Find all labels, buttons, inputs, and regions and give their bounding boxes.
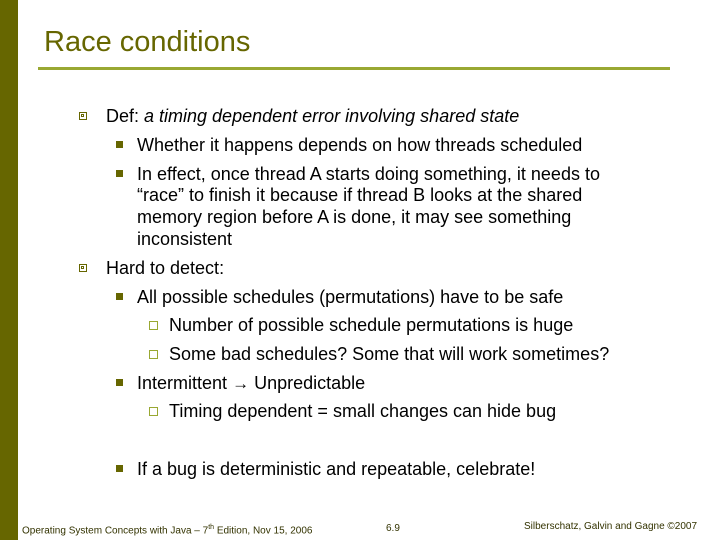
slide-title: Race conditions [44,26,251,58]
bullet-small-hollow-icon [149,321,158,330]
sub-bullet-race-line3: memory region before A is done, it may see something [137,207,572,227]
footer-book-text-a: Operating System Concepts with Java – 7 [22,525,209,537]
bullet-filled-square-icon [116,293,123,300]
bullet-hard-to-detect: Hard to detect: [106,258,225,278]
bullet-small-hollow-icon [149,407,158,416]
sub-bullet-scheduling: Whether it happens depends on how threads scheduled [137,135,583,155]
footer-sup: th [208,524,215,531]
sub-sub-bullet-bad-schedules: Some bad schedules? Some that will work sometimes? [169,344,610,364]
footer-book-title [22,524,312,536]
sub-sub-bullet-timing: Timing dependent = small changes can hide bug [169,401,557,421]
sub-bullet-intermittent [137,372,365,395]
footer-page-number: 6.9 [386,523,400,534]
intermittent-text: Intermittent [137,373,228,393]
footer-book-text-b: Edition, Nov 15, 2006 [214,525,313,537]
bullet-hollow-square-icon [79,264,87,272]
footer-authors: Silberschatz, Galvin and Gagne ©2007 [524,521,698,532]
sub-bullet-race-line1: In effect, once thread A starts doing something, it needs to [137,164,600,184]
sub-sub-bullet-permutations: Number of possible schedule permutations is huge [169,315,574,335]
bullet-definition [106,105,519,127]
sub-bullet-celebrate: If a bug is deterministic and repeatable, celebrate! [137,459,536,479]
unpredictable-text: Unpredictable [254,373,366,393]
definition-text: a timing dependent error involving shared state [144,106,520,126]
bullet-small-hollow-icon [149,350,158,359]
bullet-filled-square-icon [116,170,123,177]
bullet-filled-square-icon [116,141,123,148]
sub-bullet-schedules: All possible schedules (permutations) have to be safe [137,287,564,307]
bullet-hollow-square-icon [79,112,87,120]
right-arrow-icon: → [232,374,250,393]
sub-bullet-race-line4: inconsistent [137,229,233,249]
sub-bullet-race-line2: “race” to finish it because if thread B looks at the shared [137,185,583,205]
bullet-filled-square-icon [116,379,123,386]
definition-prefix: Def: [106,106,145,126]
bullet-filled-square-icon [116,465,123,472]
